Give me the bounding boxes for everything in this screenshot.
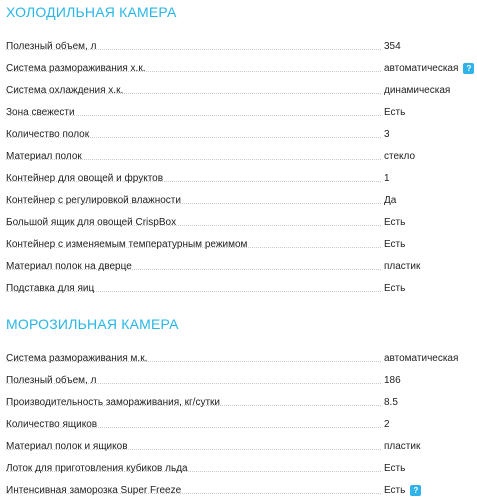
spec-value xyxy=(384,414,390,436)
spec-row xyxy=(0,190,477,212)
section-title: ХОЛОДИЛЬНАЯ КАМЕРА xyxy=(6,4,177,20)
spec-label: Материал полок и ящиков xyxy=(6,441,128,452)
spec-label: Лоток для приготовления кубиков льда xyxy=(6,463,188,474)
spec-label: Материал полок xyxy=(6,151,82,162)
spec-value xyxy=(384,146,415,168)
spec-row xyxy=(0,348,477,370)
spec-value xyxy=(384,392,398,414)
spec-value-text: автоматическая xyxy=(384,353,459,364)
spec-label: Полезный объем, л xyxy=(6,41,97,52)
spec-row xyxy=(0,234,477,256)
spec-row xyxy=(0,58,477,80)
spec-value-text: автоматическая xyxy=(384,63,459,74)
spec-label: Полезный объем, л xyxy=(6,375,97,386)
spec-value xyxy=(384,58,474,80)
section-title: МОРОЗИЛЬНАЯ КАМЕРА xyxy=(6,316,179,332)
spec-row xyxy=(0,414,477,436)
spec-value xyxy=(384,256,420,278)
spec-value-text: 3 xyxy=(384,129,390,140)
spec-row xyxy=(0,278,477,300)
spec-value-text: 8.5 xyxy=(384,397,398,408)
spec-row xyxy=(0,212,477,234)
spec-label: Зона свежести xyxy=(6,107,75,118)
spec-value xyxy=(384,124,390,146)
spec-label: Подставка для яиц xyxy=(6,283,95,294)
spec-label: Контейнер для овощей и фруктов xyxy=(6,173,164,184)
spec-value-text: Да xyxy=(384,195,397,206)
spec-row xyxy=(0,256,477,278)
spec-label: Производительность замораживания, кг/сутки xyxy=(6,397,221,408)
spec-value-text: 354 xyxy=(384,41,401,52)
spec-value-text: стекло xyxy=(384,151,416,162)
spec-label: Количество ящиков xyxy=(6,419,98,430)
spec-row xyxy=(0,392,477,414)
spec-value xyxy=(384,102,405,124)
spec-row xyxy=(0,36,477,58)
section-freezer xyxy=(0,312,477,502)
spec-label: Контейнер с регулировкой влажности xyxy=(6,195,181,206)
spec-value xyxy=(384,348,458,370)
spec-row xyxy=(0,168,477,190)
help-icon[interactable]: ? xyxy=(410,485,421,496)
spec-value-text: Есть xyxy=(384,463,406,474)
spec-row xyxy=(0,370,477,392)
spec-value xyxy=(384,370,401,392)
spec-value xyxy=(384,190,396,212)
spec-row xyxy=(0,458,477,480)
spec-label: Система размораживания м.к. xyxy=(6,353,148,364)
spec-label: Интенсивная заморозка Super Freeze xyxy=(6,485,182,496)
spec-list xyxy=(0,36,477,300)
spec-value xyxy=(384,458,405,480)
spec-value-text: пластик xyxy=(384,441,421,452)
spec-value-text: Есть xyxy=(384,283,406,294)
spec-value xyxy=(384,234,405,256)
spec-value-text: динамическая xyxy=(384,85,451,96)
spec-label: Количество полок xyxy=(6,129,90,140)
spec-value xyxy=(384,436,420,458)
spec-label: Система размораживания х.к. xyxy=(6,63,146,74)
spec-row xyxy=(0,146,477,168)
spec-value xyxy=(384,168,390,190)
help-icon[interactable]: ? xyxy=(463,63,474,74)
spec-label: Система охлаждения х.к. xyxy=(6,85,124,96)
spec-value-text: Есть xyxy=(384,485,406,496)
spec-row xyxy=(0,80,477,102)
spec-value xyxy=(384,212,405,234)
spec-value-text: 1 xyxy=(384,173,390,184)
spec-value-text: пластик xyxy=(384,261,421,272)
spec-label: Контейнер с изменяемым температурным режимом xyxy=(6,239,248,250)
spec-value-text: Есть xyxy=(384,217,406,228)
spec-value xyxy=(384,278,405,300)
spec-value xyxy=(384,80,450,102)
spec-value-text: Есть xyxy=(384,107,406,118)
spec-value-text: Есть xyxy=(384,239,406,250)
spec-label: Большой ящик для овощей CrispBox xyxy=(6,217,177,228)
spec-row xyxy=(0,124,477,146)
spec-row xyxy=(0,480,477,502)
spec-value xyxy=(384,480,421,502)
spec-label: Материал полок на дверце xyxy=(6,261,132,272)
spec-row xyxy=(0,102,477,124)
spec-list xyxy=(0,348,477,502)
spec-row xyxy=(0,436,477,458)
spec-value xyxy=(384,36,401,58)
spec-value-text: 2 xyxy=(384,419,390,430)
spec-value-text: 186 xyxy=(384,375,401,386)
